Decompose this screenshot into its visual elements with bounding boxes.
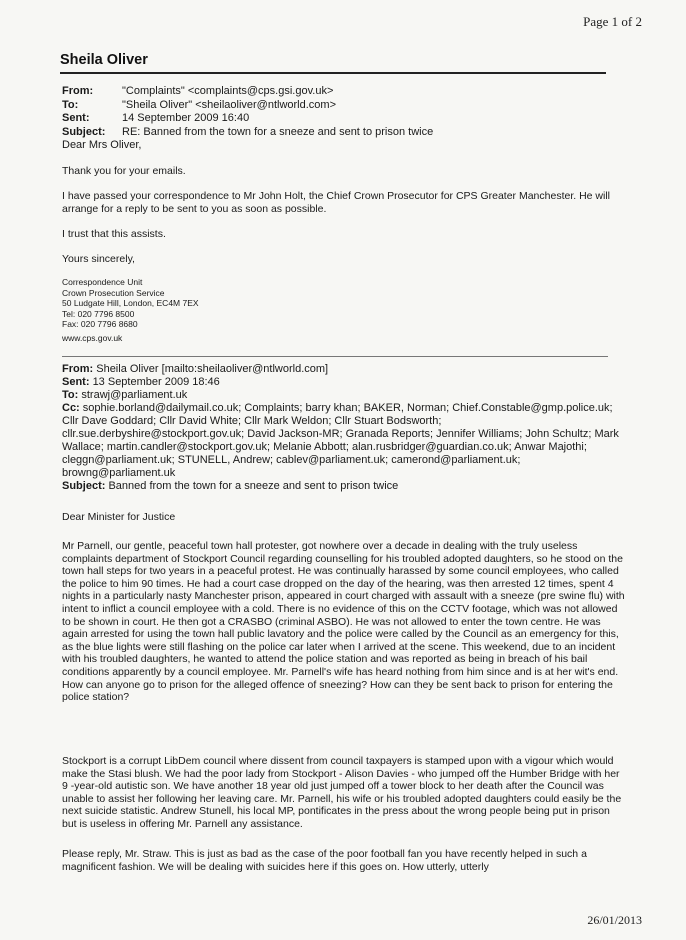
orig-subject-value: Banned from the town for a sneeze and sent to prison twice xyxy=(108,480,399,492)
subject-value: RE: Banned from the town for a sneeze and sent to prison twice xyxy=(122,125,434,138)
original-paragraph: Mr Parnell, our gentle, peaceful town hall protester, got nowhere over a decade in dealing with the truly useless complaints department of Stockport Council regarding counselling for his troubled adopted daughters, so he stood on the town hall steps for two years in a peaceful protest. He was continually harassed by some council employees, who called the police to him 90 times. He had a court case dropped on the day of the hearing, was then arrested 12 times, spent 4 nights in a particularly nasty Manchester prison, appeared in court charged with assault with a sneeze (pre swine flu) with intent to inflict a council employee with a cold. There is no evidence of this on the CCTV footage, which was not allowed to be shown in court. He then got a CRASBO (criminal ASBO). He was not allowed to enter the town centre. He was again arrested for using the town hall public lavatory and the police were called by the Council as an emergency for this, as the blue lights were still flashing on the police car later when I arrived at the scene. This weekend, due to an incident with his troubled daughters, he wanted to attend the police station and was reported as being in breach of his bail conditions apparently by a council employee. Mr. Parnell's wife has heard nothing from him since and is at her wit's end. How can anyone go to prison for the alleged offence of sneezing? How can they be sent back to prison for entering the police station? xyxy=(62,540,625,704)
reply-paragraph: Yours sincerely, xyxy=(62,253,135,265)
sent-value: 14 September 2009 16:40 xyxy=(122,112,250,124)
orig-from-value: Sheila Oliver [mailto:sheilaoliver@ntlworld.com] xyxy=(96,363,329,375)
orig-cc-value: sophie.borland@dailymail.co.uk; Complaints; barry khan; BAKER, Norman; Chief.Constable@gmp.police.uk; Cllr Dave Goddard; Cllr David White; Cllr Mark Weldon; Cllr Stuart Bodsworth; cllr.sue.derbyshire@stockport.gov.uk; David Jackson-MR; Granada Reports; Jennifer Williams; John Schultz; Mark Wallace; martin.candler@stockport.gov.uk; Melanie Abbott; alan.rusbridger@guardian.co.uk; Anwar Majothi; cleggn@parliament.uk; STUNELL, Andrew; cablev@parliament.uk; camerond@parliament.uk; browng@parliament.uk xyxy=(62,402,619,479)
signature-block xyxy=(62,277,199,343)
reply-email-header xyxy=(62,85,433,139)
footer-date: 26/01/2013 xyxy=(587,913,642,927)
signature-line: Tel: 020 7796 8500 xyxy=(62,308,135,319)
orig-to-value: strawj@parliament.uk xyxy=(81,389,188,401)
message-divider xyxy=(62,356,608,357)
reply-greeting: Dear Mrs Oliver, xyxy=(62,139,142,151)
signature-line: Crown Prosecution Service xyxy=(62,287,165,298)
sender-name: Sheila Oliver xyxy=(60,52,148,68)
from-value: "Complaints" <complaints@cps.gsi.gov.uk> xyxy=(122,85,334,97)
signature-line: Correspondence Unit xyxy=(62,277,143,287)
from-label: From: xyxy=(62,85,94,97)
reply-paragraph: I have passed your correspondence to Mr John Holt, the Chief Crown Prosecutor for CPS Greater Manchester. He will arrange for a reply to be sent to you as soon as possible. xyxy=(62,190,610,215)
page-number: Page 1 of 2 xyxy=(583,14,642,29)
signature-line: 50 Ludgate Hill, London, EC4M 7EX xyxy=(62,298,199,308)
subject-label: Subject: xyxy=(62,125,106,138)
original-greeting: Dear Minister for Justice xyxy=(62,511,176,523)
signature-line: www.cps.gov.uk xyxy=(62,332,123,343)
sent-label: Sent: xyxy=(62,112,90,124)
orig-to-label: To: xyxy=(62,389,79,401)
to-label: To: xyxy=(62,98,79,111)
reply-paragraph: I trust that this assists. xyxy=(62,228,166,240)
original-paragraph: Please reply, Mr. Straw. This is just as bad as the case of the poor football fan you have recently helped in such a magnificent fashion. We will be dealing with suicides here if this goes on. How utterly, utterly xyxy=(62,848,587,873)
original-email-header xyxy=(62,363,622,493)
to-value: "Sheila Oliver" <sheilaoliver@ntlworld.com> xyxy=(122,98,337,111)
orig-cc-label: Cc: xyxy=(62,402,80,414)
signature-line: Fax: 020 7796 8680 xyxy=(62,319,138,329)
original-paragraph: Stockport is a corrupt LibDem council where dissent from council taxpayers is stamped upon with a vigour which would make the Stasi blush. We had the poor lady from Stockport - Alison Davies - who jumped off the Humber Bridge with her 9 -year-old autistic son. We have another 18 year old just jumped off a tower block to her death after the Council was unable to assist her following her leaving care. Mr. Parnell, his wife or his troubled adopted daughters could easily be the next suicide statistic. Andrew Stunell, his local MP, pontificates in the press about the wrong people being put in prison but is useless in offering Mr. Parnell any assistance. xyxy=(62,755,622,830)
reply-paragraph: Thank you for your emails. xyxy=(62,165,186,177)
orig-sent-value: 13 September 2009 18:46 xyxy=(92,376,220,388)
header-divider xyxy=(60,72,606,74)
orig-from-label: From: xyxy=(62,363,94,375)
orig-sent-label: Sent: xyxy=(62,376,90,388)
orig-subject-label: Subject: xyxy=(62,480,106,492)
